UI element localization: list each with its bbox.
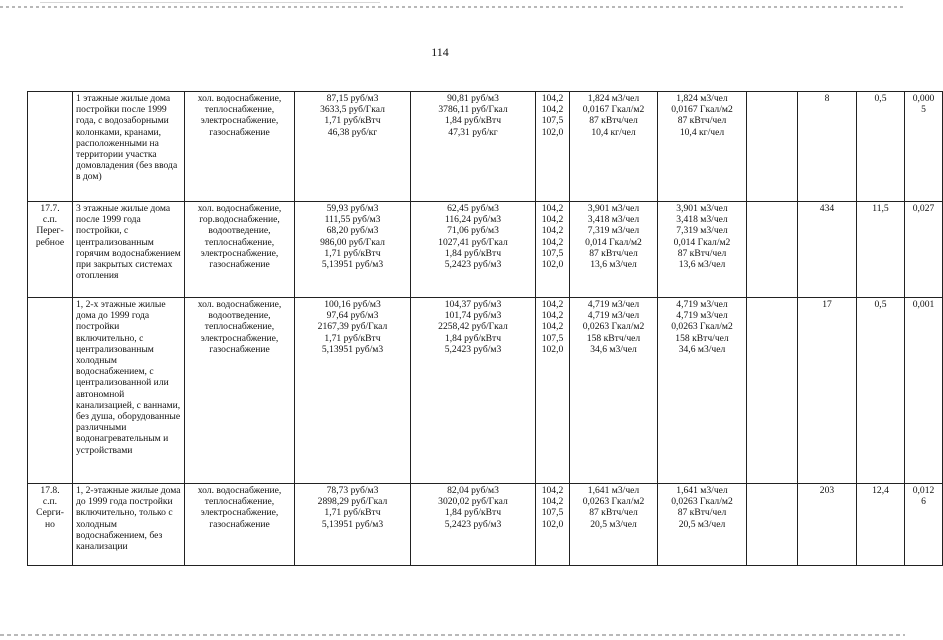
cell-line: 68,20 руб/м3 [326, 225, 379, 237]
cell-line: 3,418 м3/чел [676, 214, 728, 226]
scan-edge-top-faint [40, 2, 380, 3]
cell-line: но [45, 518, 55, 530]
cell-line: 87 кВтч/чел [677, 115, 727, 127]
cell-line: 1,84 руб/кВтч [444, 115, 502, 127]
cell-text: 1, 2-х этажные жилые дома до 1999 года постройки включительно, с централизованным холодным водоснабжением, с централизованной или автономной канализацией, с ваннами, без душа, оборудованные различными водонагревательным и устройствами [76, 299, 181, 456]
tariff-current-cell [295, 298, 411, 484]
cell-line: 1,84 руб/кВтч [444, 247, 502, 259]
cell-line: 90,81 руб/м3 [447, 93, 499, 104]
percent-cell [857, 484, 905, 566]
count-cell [798, 298, 857, 484]
cell-line: 1,71 руб/кВтч [324, 507, 381, 519]
cell-line: хол. водоснабжение, [197, 93, 282, 104]
cell-line: 4,719 м3/чел [676, 299, 728, 310]
cell-line: электроснабжение, [200, 507, 279, 519]
cell-line: 1,824 м3/чел [676, 93, 728, 104]
index-cell [536, 202, 570, 298]
norm-current-cell [570, 202, 658, 298]
cell-line: 5,13951 руб/м3 [321, 518, 384, 530]
cell-line: 0,001 [912, 299, 935, 310]
cell-line: 1,641 м3/чел [676, 485, 728, 496]
cell-line: 10,4 кг/чел [591, 126, 636, 138]
blank-cell [747, 92, 798, 202]
value-cell [905, 298, 943, 484]
cell-line: теплоснабжение, [204, 236, 275, 248]
norm-current-cell [570, 484, 658, 566]
percent-cell [857, 92, 905, 202]
cell-line: хол. водоснабжение, [197, 485, 282, 496]
percent-cell [857, 202, 905, 298]
blank-cell [747, 298, 798, 484]
cell-line: 107,5 [541, 247, 564, 259]
cell-line: 104,37 руб/м3 [444, 299, 502, 310]
tariff-new-cell [411, 202, 536, 298]
tariff-table [27, 91, 943, 566]
cell-line: 0,0167 Гкал/м2 [671, 104, 733, 116]
cell-line: 102,0 [541, 126, 564, 138]
tariff-new-cell [411, 484, 536, 566]
index-cell [536, 92, 570, 202]
cell-line: гор.водоснабжение, [199, 214, 280, 226]
table-row [28, 202, 943, 298]
cell-line: 104,2 [541, 104, 564, 116]
cell-text: 12,4 [872, 485, 889, 496]
cell-line: водоотведение, [208, 310, 271, 322]
cell-line: 104,2 [541, 203, 564, 214]
cell-line: 104,2 [541, 496, 564, 508]
cell-line: 3,901 м3/чел [587, 203, 640, 214]
tariff-current-cell [295, 202, 411, 298]
cell-line: 104,2 [541, 485, 564, 496]
cell-line: 102,0 [541, 343, 564, 355]
norm-current-cell [570, 92, 658, 202]
blank-cell [747, 484, 798, 566]
cell-line: 1,71 руб/кВтч [324, 332, 381, 344]
cell-line: 102,0 [541, 518, 564, 530]
cell-line: 4,719 м3/чел [676, 310, 728, 322]
cell-line: 7,319 м3/чел [676, 225, 728, 237]
tariff-table-body [28, 92, 943, 566]
cell-line: 3,418 м3/чел [587, 214, 640, 226]
cell-line: 986,00 руб/Гкал [320, 236, 385, 248]
cell-line: 0,027 [912, 203, 935, 214]
cell-line: 1,641 м3/чел [587, 485, 640, 496]
scan-edge-top [0, 6, 905, 8]
cell-line: 97,64 руб/м3 [326, 310, 379, 322]
cell-text: 0,5 [874, 299, 887, 310]
cell-line: 1,84 руб/кВтч [444, 332, 502, 344]
cell-line: 5,13951 руб/м3 [321, 343, 384, 355]
cell-line: 17.7. [40, 203, 60, 214]
cell-line: 4,719 м3/чел [587, 299, 640, 310]
cell-line: 107,5 [541, 507, 564, 519]
cell-line: 17.8. [40, 485, 60, 496]
tariff-current-cell [295, 484, 411, 566]
cell-line: 87 кВтч/чел [589, 115, 638, 127]
cell-line: 13,6 м3/чел [590, 259, 637, 271]
cell-text: 1 этажные жилые дома постройки после 1999 года, с водозаборными колонками, кранами, расположенными на территории участка домовладения (без ввода в дом) [76, 93, 178, 183]
cell-line: 0,0263 Гкал/м2 [671, 321, 733, 333]
cell-line: 20,5 м3/чел [590, 518, 637, 530]
cell-line: с.п. [42, 214, 58, 226]
norm-new-cell [658, 92, 747, 202]
cell-line: 102,0 [541, 259, 564, 271]
cell-line: 158 кВтч/чел [586, 332, 641, 344]
cell-line: газоснабжение [209, 259, 270, 271]
count-cell [798, 92, 857, 202]
value-cell [905, 202, 943, 298]
cell-line: 2167,39 руб/Гкал [317, 321, 388, 333]
cell-line: 5,2423 руб/м3 [444, 343, 502, 355]
value-cell [905, 92, 943, 202]
norm-current-cell [570, 298, 658, 484]
building-description-cell [73, 92, 185, 202]
cell-line: 46,38 руб/кг [327, 126, 378, 138]
cell-line: 3633,5 руб/Гкал [320, 104, 385, 116]
cell-line: 2898,29 руб/Гкал [317, 496, 388, 508]
cell-line: электроснабжение, [200, 115, 279, 127]
cell-line: хол. водоснабжение, [197, 299, 282, 310]
cell-line: теплоснабжение, [204, 321, 275, 333]
cell-line: 104,2 [541, 299, 564, 310]
blank-cell [747, 202, 798, 298]
cell-line: 1,71 руб/кВтч [324, 247, 381, 259]
cell-line: газоснабжение [209, 518, 270, 530]
cell-line: 87 кВтч/чел [677, 507, 727, 519]
cell-line: электроснабжение, [200, 247, 279, 259]
tariff-current-cell [295, 92, 411, 202]
cell-line: 0,0263 Гкал/м2 [582, 496, 645, 508]
row-number-cell [28, 92, 73, 202]
tariff-new-cell [411, 92, 536, 202]
row-number-cell [28, 202, 73, 298]
index-cell [536, 298, 570, 484]
cell-line: 0,0167 Гкал/м2 [582, 104, 645, 116]
cell-line: с.п. [42, 496, 58, 508]
cell-line: 104,2 [541, 225, 564, 237]
cell-line: 34,6 м3/чел [678, 343, 726, 355]
cell-line: 3,901 м3/чел [676, 203, 728, 214]
cell-line: 101,74 руб/м3 [444, 310, 502, 322]
cell-line: ребное [35, 236, 65, 248]
cell-line: 3020,02 руб/Гкал [438, 496, 508, 508]
building-description-cell [73, 298, 185, 484]
cell-line: 0,014 Гкал/м2 [673, 236, 731, 248]
cell-line: 5,2423 руб/м3 [444, 259, 502, 271]
page-number: 114 [431, 45, 449, 59]
cell-line: 87,15 руб/м3 [326, 93, 379, 104]
count-cell [798, 202, 857, 298]
cell-line: 111,55 руб/м3 [324, 214, 381, 226]
row-number-cell [28, 484, 73, 566]
norm-new-cell [658, 484, 747, 566]
cell-line: 0,014 Гкал/м2 [585, 236, 642, 248]
count-cell [798, 484, 857, 566]
cell-line: хол. водоснабжение, [197, 203, 282, 214]
tariff-new-cell [411, 298, 536, 484]
cell-line: 158 кВтч/чел [675, 332, 729, 344]
services-cell [185, 298, 295, 484]
cell-line: 71,06 руб/м3 [447, 225, 499, 237]
cell-line: 1,84 руб/кВтч [444, 507, 502, 519]
building-description-cell [73, 484, 185, 566]
services-cell [185, 202, 295, 298]
cell-line: 100,16 руб/м3 [324, 299, 381, 310]
norm-new-cell [658, 298, 747, 484]
cell-line: 10,4 кг/чел [679, 126, 725, 138]
cell-line: 1,71 руб/кВтч [324, 115, 381, 127]
cell-text: 0,5 [874, 93, 887, 104]
services-cell [185, 92, 295, 202]
cell-text: 17 [822, 299, 832, 310]
cell-text: 434 [819, 203, 835, 214]
cell-text: 11,5 [872, 203, 889, 214]
cell-line: 0,0263 Гкал/м2 [582, 321, 645, 333]
cell-line: Перег- [36, 225, 64, 237]
cell-line: теплоснабжение, [204, 496, 275, 508]
scan-edge-bottom [0, 634, 905, 636]
cell-text: 8 [824, 93, 830, 104]
cell-line: 5 [921, 104, 926, 116]
cell-line: 62,45 руб/м3 [447, 203, 499, 214]
cell-line: 104,2 [541, 321, 564, 333]
cell-line: 4,719 м3/чел [587, 310, 640, 322]
cell-line: 104,2 [541, 214, 564, 226]
cell-text: 203 [819, 485, 835, 496]
cell-line: газоснабжение [209, 126, 270, 138]
cell-text: 1, 2-этажные жилые дома до 1999 года постройки включительно, только с холодным водоснабжением, без канализации [76, 485, 181, 553]
cell-line: 5,13951 руб/м3 [321, 259, 384, 271]
cell-text: 3 этажные жилые дома после 1999 года постройки, с централизованным горячим водоснабжением при закрытых системах отопления [76, 203, 181, 282]
building-description-cell [73, 202, 185, 298]
cell-line: 34,6 м3/чел [590, 343, 637, 355]
index-cell [536, 484, 570, 566]
table-row [28, 298, 943, 484]
cell-line: 104,2 [541, 310, 564, 322]
percent-cell [857, 298, 905, 484]
cell-line: 20,5 м3/чел [678, 518, 726, 530]
cell-line: 6 [921, 496, 926, 508]
cell-line: теплоснабжение, [204, 104, 275, 116]
cell-line: 1,824 м3/чел [587, 93, 640, 104]
cell-line: 116,24 руб/м3 [444, 214, 502, 226]
row-number-cell [28, 298, 73, 484]
cell-line: Серги- [36, 507, 64, 519]
norm-new-cell [658, 202, 747, 298]
cell-line: газоснабжение [209, 343, 270, 355]
cell-line: 0,000 [912, 93, 935, 104]
cell-line: 0,0263 Гкал/м2 [671, 496, 733, 508]
cell-line: 104,2 [541, 236, 564, 248]
services-cell [185, 484, 295, 566]
cell-line: 104,2 [541, 93, 564, 104]
cell-line: 107,5 [541, 332, 564, 344]
value-cell [905, 484, 943, 566]
cell-line: 1027,41 руб/Гкал [438, 236, 508, 248]
cell-line: 59,93 руб/м3 [326, 203, 379, 214]
table-row [28, 484, 943, 566]
cell-line: 0,012 [912, 485, 935, 496]
cell-line: 47,31 руб/кг [448, 126, 498, 138]
cell-line: 78,73 руб/м3 [326, 485, 379, 496]
cell-line: 7,319 м3/чел [587, 225, 640, 237]
cell-line: водоотведение, [208, 225, 271, 237]
cell-line: 5,2423 руб/м3 [444, 518, 502, 530]
cell-line: 87 кВтч/чел [589, 507, 638, 519]
cell-line: 82,04 руб/м3 [447, 485, 499, 496]
cell-line: электроснабжение, [200, 332, 279, 344]
cell-line: 87 кВтч/чел [677, 247, 727, 259]
cell-line: 87 кВтч/чел [589, 247, 638, 259]
cell-line: 13,6 м3/чел [678, 259, 726, 271]
cell-line: 2258,42 руб/Гкал [438, 321, 508, 333]
table-row [28, 92, 943, 202]
cell-line: 107,5 [541, 115, 564, 127]
cell-line: 3786,11 руб/Гкал [438, 104, 508, 116]
